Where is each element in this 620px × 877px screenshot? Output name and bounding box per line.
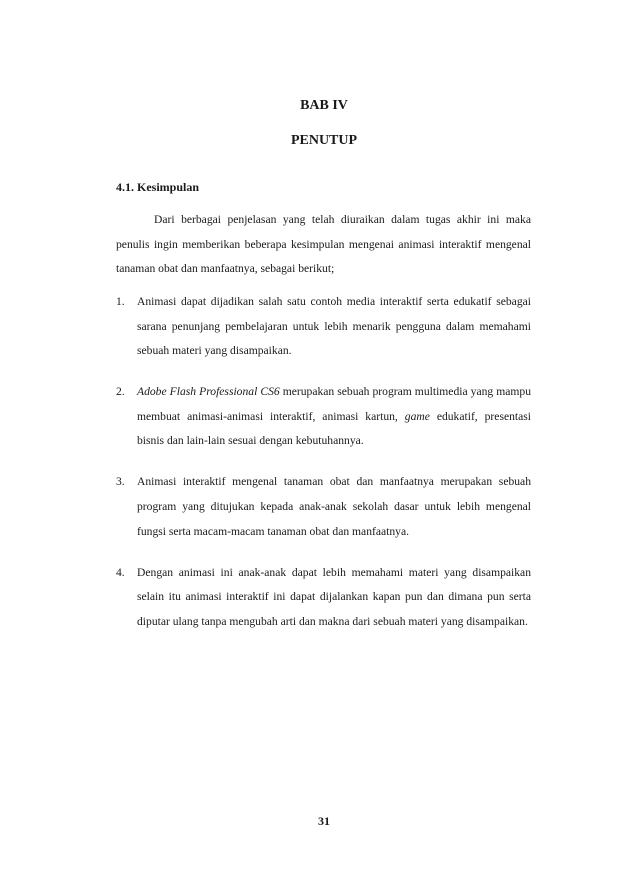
list-item-number: 2. [116, 385, 125, 399]
list-item-text-part: merupakan sebuah program multimedia yang mampu membuat animasi-animasi interaktif, animasi kartun, [137, 385, 532, 423]
list-item-number: 1. [116, 295, 125, 308]
list-item-text: Animasi interaktif mengenal tanaman obat dan manfaatnya merupakan sebuah program yang ditujukan kepada anak-anak sekolah dasar untuk lebih mengenal fungsi serta macam-macam tanaman obat dan manfaatnya. [137, 475, 531, 538]
chapter-title: PENUTUP [290, 133, 358, 148]
page-number: 31 [318, 814, 330, 828]
list-item-text: Animasi dapat dijadikan salah satu contoh media interaktif serta edukatif sebagai sarana penunjang pembelajaran untuk lebih menarik pengguna dalam memahami sebuah materi yang disampaikan. [137, 295, 531, 358]
intro-paragraph: Dari berbagai penjelasan yang telah diuraikan dalam tugas akhir ini maka penulis ingin memberikan beberapa kesimpulan mengenai animasi interaktif mengenal tanaman obat dan manfaatnya, sebagai berikut; [116, 213, 531, 276]
list-item [116, 561, 531, 635]
list-item-text: Dengan animasi ini anak-anak dapat lebih memahami materi yang disampaikan selain itu animasi interaktif ini dapat dijalankan kapan pun dan dimana pun serta diputar ulang tanpa mengubah arti dan makna dari sebuah materi yang disampaikan. [137, 565, 531, 628]
list-item-text [137, 380, 531, 454]
software-name: Adobe Flash Professional CS6 [137, 385, 280, 399]
list-item [116, 290, 531, 364]
list-item-text-part: edukatif, presentasi bisnis dan lain-lain sesuai dengan kebutuhannya. [137, 409, 531, 448]
game-term: game [404, 409, 430, 423]
list-item [116, 470, 531, 544]
list-item-number: 4. [116, 565, 125, 579]
chapter-number: BAB IV [300, 98, 348, 113]
list-item [116, 380, 531, 454]
list-item-number: 3. [116, 475, 125, 489]
chapter-heading [0, 88, 620, 158]
conclusion-list [116, 290, 531, 634]
section-heading: 4.1. Kesimpulan [116, 180, 200, 194]
